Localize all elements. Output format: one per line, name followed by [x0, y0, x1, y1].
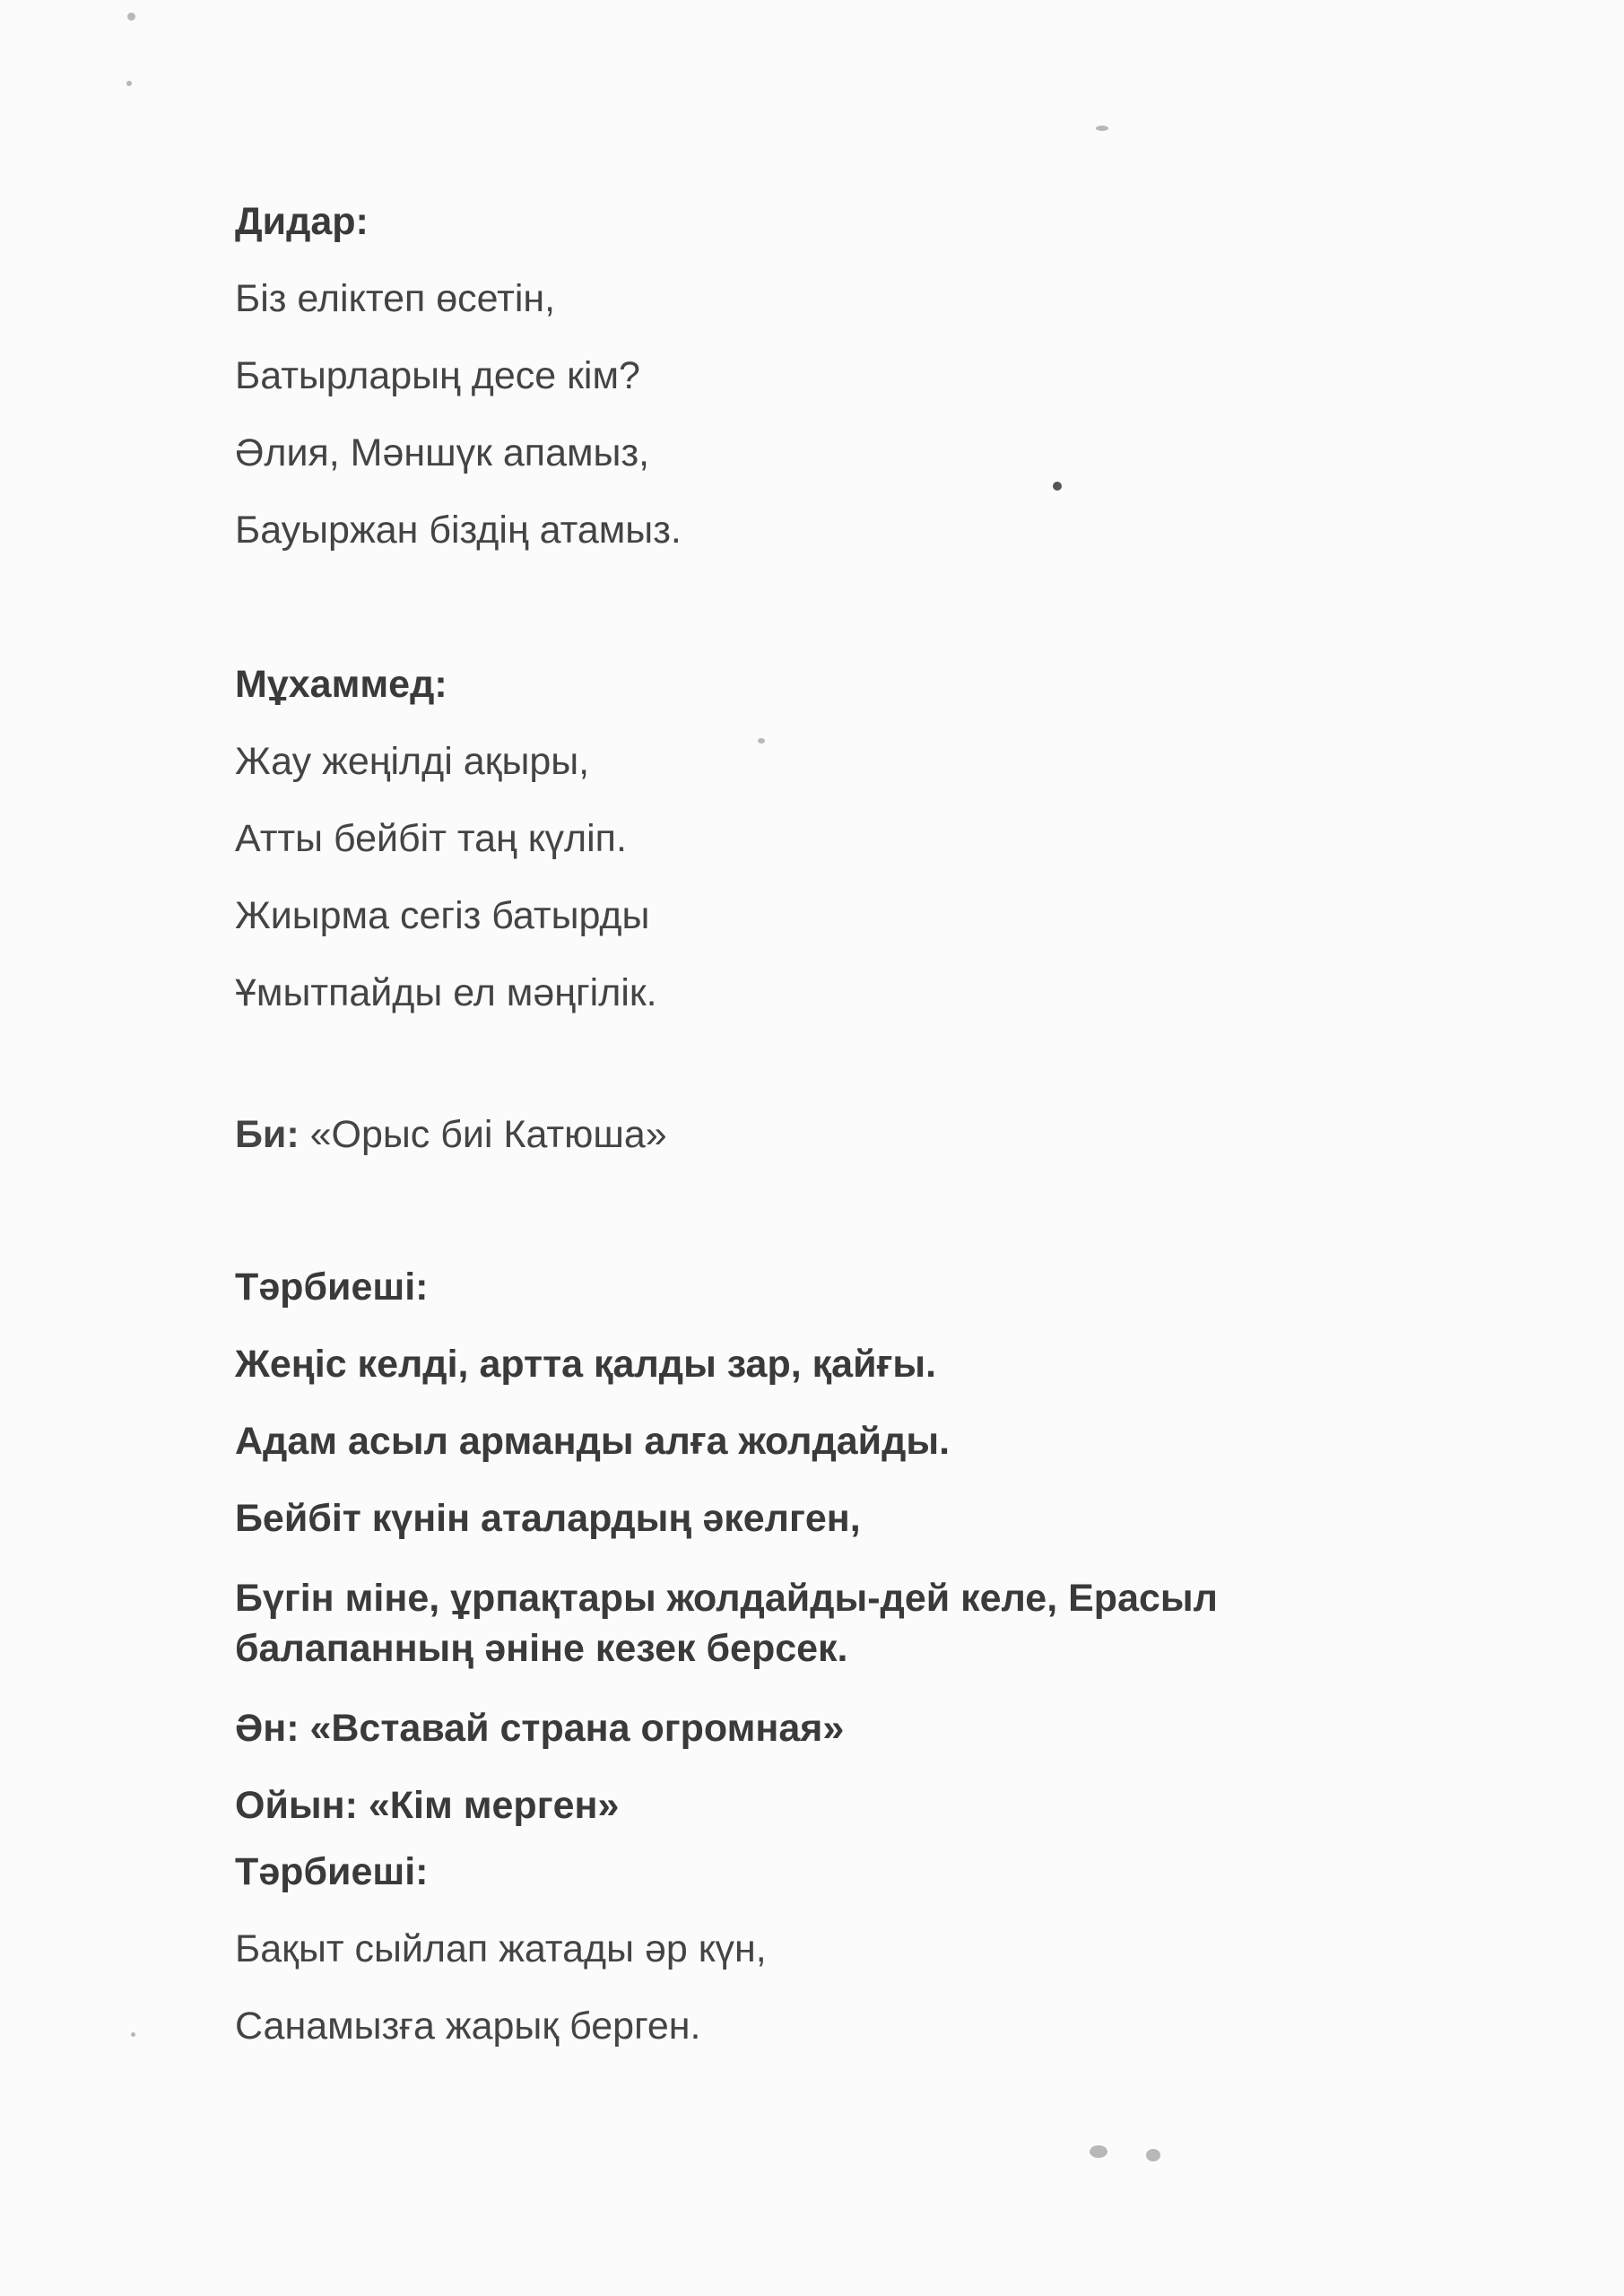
- stanza-teacher-2: [235, 1849, 1401, 2081]
- scan-speck: [1096, 126, 1108, 131]
- verse-line: Біз еліктеп өсетін,: [235, 277, 556, 320]
- scan-speck: [1090, 2145, 1107, 2158]
- dance-title: «Орыс биі Катюша»: [309, 1113, 667, 1156]
- stanza-teacher-1: [235, 1265, 1401, 1860]
- stanza-didar: [235, 199, 1401, 585]
- verse-line: Жеңіс келді, артта қалды зар, қайғы.: [235, 1343, 937, 1386]
- song-line: Ән: «Вставай страна огромная»: [235, 1707, 845, 1750]
- speaker-label: Мұхаммед:: [235, 663, 447, 706]
- scan-speck: [1146, 2149, 1160, 2161]
- speaker-label: Тәрбиеші:: [235, 1265, 429, 1309]
- scan-speck: [127, 13, 135, 21]
- speaker-label: Дидар:: [235, 200, 369, 243]
- verse-line: Бүгін міне, ұрпақтары жолдайды-дей келе, Ерасыл балапанның әніне кезек берсек.: [235, 1577, 1218, 1670]
- speaker-label: Тәрбиеші:: [235, 1850, 429, 1893]
- verse-line: Бейбіт күнін аталардың әкелген,: [235, 1497, 861, 1540]
- dance-label: Би:: [235, 1113, 300, 1156]
- scan-speck: [126, 81, 132, 86]
- verse-line: Бауыржан біздің атамыз.: [235, 509, 682, 552]
- dance-item: [235, 1112, 1401, 1189]
- verse-line: Санамызға жарық берген.: [235, 2005, 701, 2048]
- stanza-mukhammed: [235, 662, 1401, 1048]
- verse-line: Жау жеңілді ақыры,: [235, 740, 590, 783]
- verse-line: Жиырма сегіз батырды: [235, 894, 650, 937]
- game-line: Ойын: «Кім мерген»: [235, 1784, 620, 1827]
- verse-line: Бақыт сыйлап жатады әр күн,: [235, 1927, 767, 1970]
- verse-line: Атты бейбіт таң күліп.: [235, 817, 627, 860]
- verse-line: Әлия, Мәншүк апамыз,: [235, 431, 650, 474]
- verse-line: Батырларың десе кім?: [235, 354, 640, 397]
- scan-speck: [131, 2032, 135, 2037]
- dance-line: [235, 1112, 1401, 1157]
- verse-line: Ұмытпайды ел мәңгілік.: [235, 971, 657, 1014]
- verse-line: Адам асыл арманды алға жолдайды.: [235, 1420, 951, 1463]
